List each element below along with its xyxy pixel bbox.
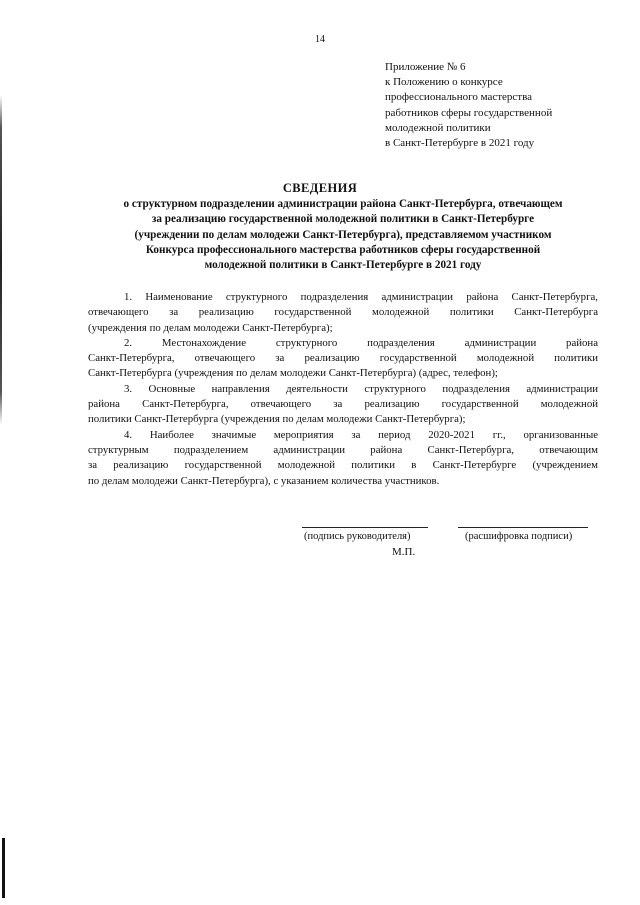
subtitle-line: (учреждении по делам молодежи Санкт-Петербурга), представляемом участником	[134, 228, 552, 241]
scan-edge-mark-bottom	[2, 838, 5, 898]
item-line: 2. Местонахождение структурного подразделения администрации района	[124, 336, 598, 349]
subtitle-line: за реализацию государственной молодежной политики в Санкт-Петербурге	[151, 213, 535, 226]
item-line: Санкт-Петербурга (учреждения по делам молодежи Санкт-Петербурга) (адрес, телефон);	[88, 367, 498, 380]
item-line: 4. Наиболее значимые мероприятия за период 2020-2021 гг., организованные	[124, 428, 598, 441]
appendix-line: к Положению о конкурсе	[385, 76, 503, 89]
appendix-line: в Санкт-Петербурге в 2021 году	[385, 137, 535, 150]
item-line: (учреждения по делам молодежи Санкт-Петербурга);	[88, 321, 333, 334]
item-line: 1. Наименование структурного подразделения администрации района Санкт-Петербурга,	[124, 291, 598, 303]
appendix-line: молодежной политики	[385, 121, 491, 134]
subtitle-line: о структурном подразделении администрации района Санкт-Петербурга, отвечающем	[123, 198, 563, 210]
subtitle-line: молодежной политики в Санкт-Петербурге в 2021 году	[204, 259, 482, 272]
decoding-line	[458, 527, 588, 528]
subtitle-line: Конкурса профессионального мастерства работников сферы государственной	[145, 243, 541, 256]
page-number: 14	[315, 34, 325, 45]
document-title: СВЕДЕНИЯ	[282, 181, 358, 195]
item-line: за реализацию государственной молодежной политики в Санкт-Петербурге (учреждением	[88, 459, 598, 472]
appendix-line: работников сферы государственной	[385, 106, 553, 119]
list-item-1	[88, 290, 598, 336]
appendix-reference	[385, 60, 625, 151]
signature-line	[302, 527, 428, 528]
document-subtitle	[78, 197, 608, 273]
item-line: политики Санкт-Петербурга (учреждения по делам молодежи Санкт-Петербурга);	[88, 413, 466, 426]
items-list	[88, 290, 598, 489]
signature-caption: (подпись руководителя)	[304, 531, 411, 542]
list-item-4	[88, 428, 598, 489]
appendix-line: профессионального мастерства	[385, 91, 533, 104]
item-line: отвечающего за реализацию государственной молодежной политики Санкт-Петербурга	[88, 306, 598, 319]
stamp-place: М.П.	[392, 546, 416, 558]
list-item-2	[88, 336, 598, 382]
appendix-line: Приложение № 6	[385, 61, 466, 73]
scan-edge-mark	[0, 95, 2, 425]
item-line: 3. Основные направления деятельности структурного подразделения администрации	[124, 382, 598, 395]
item-line: структурным подразделением администрации района Санкт-Петербурга, отвечающим	[88, 443, 598, 456]
list-item-3	[88, 382, 598, 428]
item-line: Санкт-Петербурга, отвечающего за реализацию государственной молодежной политики	[88, 352, 598, 365]
item-line: по делам молодежи Санкт-Петербурга), с указанием количества участников.	[88, 474, 440, 487]
item-line: района Санкт-Петербурга, отвечающего за реализацию государственной молодежной	[88, 398, 598, 411]
decoding-caption: (расшифровка подписи)	[465, 531, 573, 542]
